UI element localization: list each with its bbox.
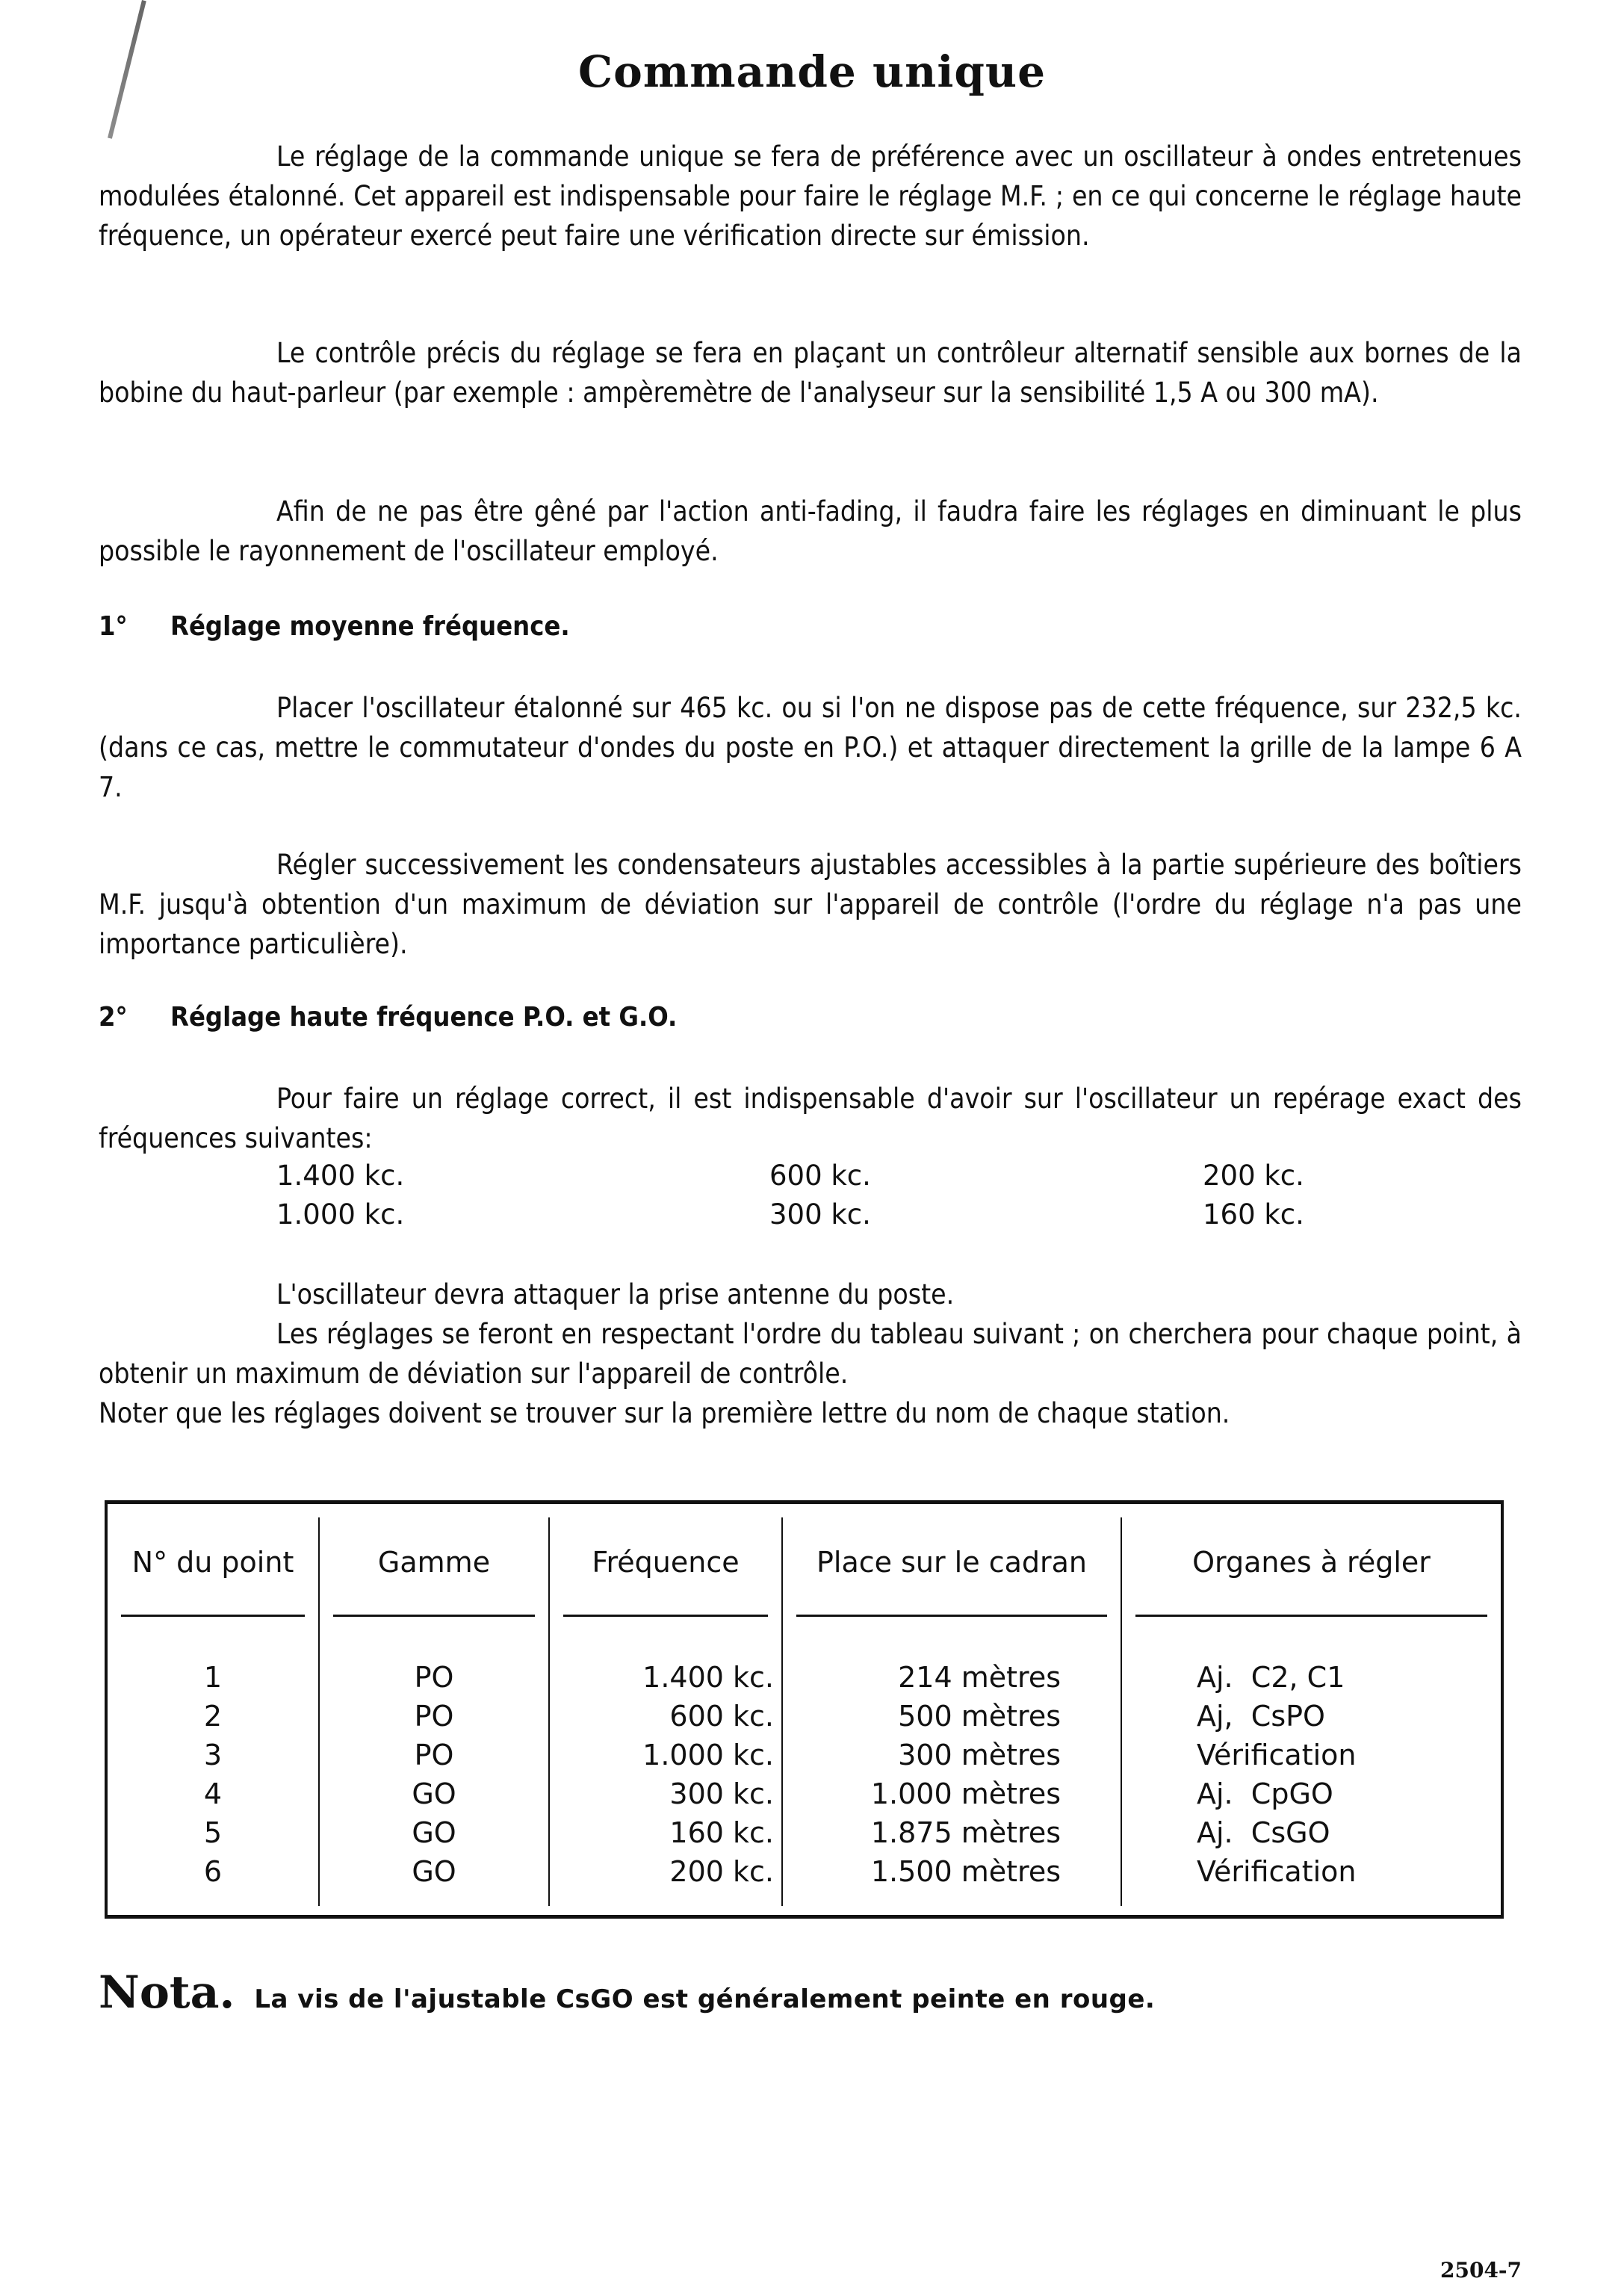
section-1-heading [99,611,570,642]
table-row: 3 PO 1.000 kc. 300 mètres Vérification [108,1736,1501,1774]
antifading-paragraph [99,492,1522,571]
tuning-table [108,1517,1501,1906]
page-reference-number: 2504-7 [1440,2258,1522,2283]
frequency-item: 1.000 kc. [276,1198,405,1231]
section-2-text-3: Les réglages se feront en respectant l'ordre du tableau suivant ; on cherchera pour chaque point, à obtenir un maximum de déviation sur l'appareil de contrôle. [99,1318,1522,1390]
section-2-paragraph-4 [99,1393,1522,1433]
intro-paragraph [99,137,1522,256]
section-1-text-2: Régler successivement les condensateurs ajustables accessibles à la partie supérieure des boîtiers M.F. jusqu'à obtention d'un maximum de déviation sur l'appareil de contrôle (l'ordre du réglage n'a pas une importance particulière). [99,849,1522,960]
header-point-number: N° du point [131,1546,294,1579]
table-row: 6 GO 200 kc. 1.500 mètres Vérification [108,1852,1501,1891]
tuning-table-frame [105,1500,1504,1919]
section-2-number: 2° [99,1002,128,1033]
section-1-text-1: Placer l'oscillateur étalonné sur 465 kc. ou si l'on ne dispose pas de cette fréquence, sur 232,5 kc. (dans ce cas, mettre le commutateur d'ondes du poste en P.O.) et attaquer directement la grille de la lampe 6 A 7. [99,692,1522,803]
section-2-text-2: L'oscillateur devra attaquer la prise antenne du poste. [276,1278,955,1310]
header-place-cadran: Place sur le cadran [782,1517,1121,1607]
section-1-paragraph-1 [99,688,1522,807]
section-1-title: Réglage moyenne fréquence. [170,611,570,642]
table-row: 4 GO 300 kc. 1.000 mètres Aj. CpGO [108,1774,1501,1813]
frequency-item: 160 kc. [1203,1198,1304,1231]
nota-text: La vis de l'ajustable CsGO est généralement peinte en rouge. [254,1984,1156,2014]
nota-label: Nota. [99,1966,235,2019]
header-frequence: Fréquence [549,1517,782,1607]
section-1-paragraph-2 [99,845,1522,964]
section-1-number: 1° [99,611,128,642]
section-2-paragraph-2 [99,1275,1522,1314]
controle-paragraph [99,333,1522,412]
frequency-item: 200 kc. [1203,1160,1304,1192]
section-2-text-4: Noter que les réglages doivent se trouver sur la première lettre du nom de chaque station. [99,1397,1230,1429]
section-2-paragraph-3 [99,1314,1522,1393]
controle-text: Le contrôle précis du réglage se fera en plaçant un contrôleur alternatif sensible aux bornes de la bobine du haut-parleur (par exemple : ampèremètre de l'analyseur sur la sensibilité 1,5 A ou 300 mA). [99,337,1522,409]
section-2-heading [99,1002,677,1033]
frequency-item: 300 kc. [769,1198,871,1231]
header-gamme: Gamme [319,1517,549,1607]
section-2-title: Réglage haute fréquence P.O. et G.O. [170,1002,678,1033]
frequency-list [276,1157,1397,1234]
header-organes: Organes à régler [1121,1517,1501,1607]
frequency-item: 600 kc. [769,1160,871,1192]
section-2-text-1: Pour faire un réglage correct, il est indispensable d'avoir sur l'oscillateur un repérage exact des fréquences suivantes: [99,1083,1522,1154]
section-2-paragraph-1 [99,1079,1522,1158]
frequency-item: 1.400 kc. [276,1160,405,1192]
table-bottom-padding [108,1891,1501,1906]
page-title: Commande unique [578,46,1046,97]
header-separator-row [108,1607,1501,1658]
intro-text: Le réglage de la commande unique se fera de préférence avec un oscillateur à ondes entretenues modulées étalonné. Cet appareil est indispensable pour faire le réglage M.F. ; en ce qui concerne le réglage haute fréquence, un opérateur exercé peut faire une vérification directe sur émission. [99,140,1522,252]
table-row: 1 PO 1.400 kc. 214 mètres Aj. C2, C1 [108,1658,1501,1697]
antifading-text: Afin de ne pas être gêné par l'action anti-fading, il faudra faire les réglages en diminuant le plus possible le rayonnement de l'oscillateur employé. [99,495,1522,567]
table-row: 5 GO 160 kc. 1.875 mètres Aj. CsGO [108,1813,1501,1852]
table-header-row [108,1517,1501,1607]
nota-block [99,1966,1155,2019]
table-row: 2 PO 600 kc. 500 mètres Aj, CsPO [108,1697,1501,1736]
